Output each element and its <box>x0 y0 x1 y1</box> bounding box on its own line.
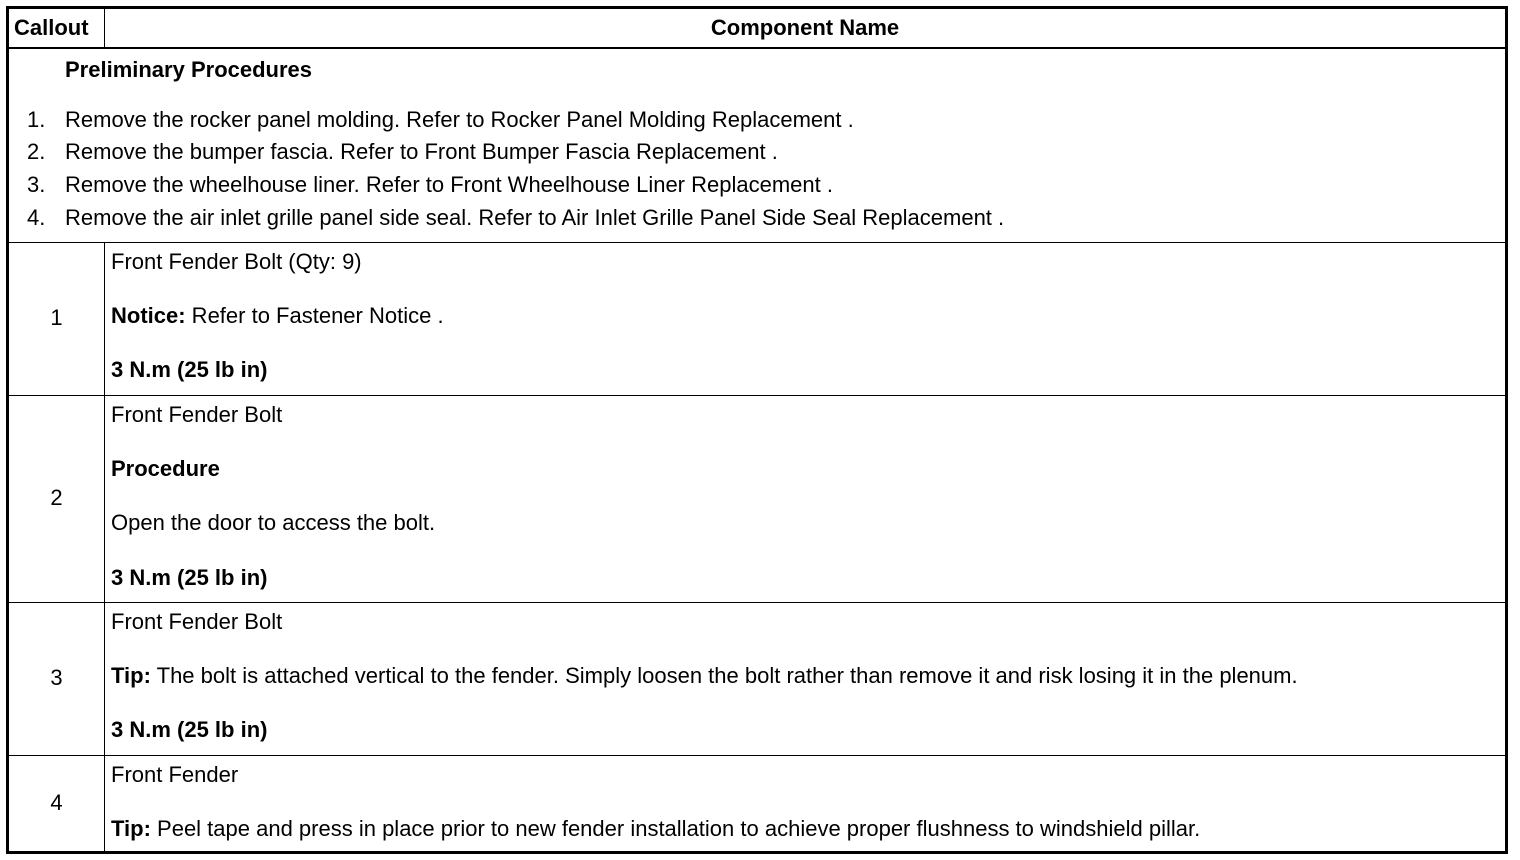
preliminary-step <box>27 201 1495 234</box>
preliminary-procedures-row <box>8 48 1507 242</box>
step-number: 3. <box>27 171 46 197</box>
component-name-column-header: Component Name <box>105 8 1507 49</box>
notice-label: Notice: <box>111 302 186 328</box>
tip-label: Tip: <box>111 815 151 841</box>
procedure-label: Procedure <box>111 455 220 481</box>
step-text: Remove the air inlet grille panel side seal. Refer to Air Inlet Grille Panel Side Seal Replacement . <box>65 204 1005 230</box>
callout-number: 3 <box>8 602 105 755</box>
callout-number: 4 <box>8 755 105 853</box>
component-cell <box>105 755 1507 853</box>
preliminary-steps-list <box>27 103 1495 234</box>
component-name: Front Fender <box>111 761 239 787</box>
callout-number: 1 <box>8 242 105 395</box>
notice-line <box>111 303 1497 329</box>
table-row <box>8 602 1507 755</box>
torque-spec: 3 N.m (25 lb in) <box>111 717 268 743</box>
table-row <box>8 242 1507 395</box>
step-number: 4. <box>27 204 46 230</box>
component-name: Front Fender Bolt <box>111 401 283 427</box>
component-cell <box>105 395 1507 602</box>
tip-line <box>111 816 1497 842</box>
torque-spec: 3 N.m (25 lb in) <box>111 564 268 590</box>
step-number: 1. <box>27 106 46 132</box>
component-cell <box>105 602 1507 755</box>
tip-label: Tip: <box>111 662 151 688</box>
preliminary-step <box>27 169 1495 202</box>
preliminary-procedures-cell <box>8 48 1507 242</box>
table-header-row <box>8 8 1507 49</box>
tip-line <box>111 663 1497 689</box>
table-row <box>8 395 1507 602</box>
notice-text: Refer to Fastener Notice . <box>185 302 444 328</box>
procedure-text: Open the door to access the bolt. <box>111 510 436 536</box>
component-cell <box>105 242 1507 395</box>
step-text: Remove the bumper fascia. Refer to Front Bumper Fascia Replacement . <box>65 139 778 165</box>
component-name: Front Fender Bolt <box>111 608 283 634</box>
component-name: Front Fender Bolt (Qty: 9) <box>111 248 362 274</box>
step-number: 2. <box>27 139 46 165</box>
callout-column-header: Callout <box>8 8 105 49</box>
tip-text: Peel tape and press in place prior to new fender installation to achieve proper flushness to windshield pillar. <box>150 815 1201 841</box>
table-row <box>8 755 1507 853</box>
tip-text: The bolt is attached vertical to the fender. Simply loosen the bolt rather than remove it and risk losing it in the plenum. <box>150 662 1298 688</box>
step-text: Remove the wheelhouse liner. Refer to Front Wheelhouse Liner Replacement . <box>65 171 833 197</box>
component-table <box>6 6 1508 854</box>
callout-number: 2 <box>8 395 105 602</box>
preliminary-procedures-title: Preliminary Procedures <box>65 57 313 82</box>
step-text: Remove the rocker panel molding. Refer to Rocker Panel Molding Replacement . <box>65 106 854 132</box>
preliminary-step <box>27 136 1495 169</box>
preliminary-step <box>27 103 1495 136</box>
torque-spec: 3 N.m (25 lb in) <box>111 357 268 383</box>
